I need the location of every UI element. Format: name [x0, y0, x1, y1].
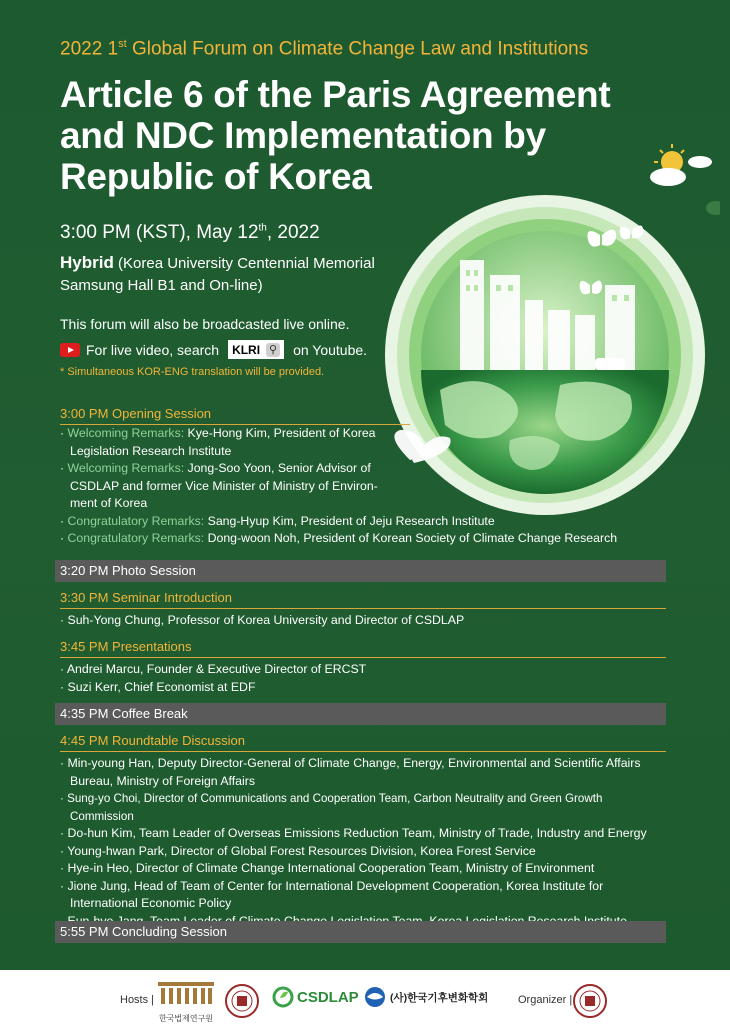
- presentations-section: [60, 639, 666, 696]
- concluding-session-bar: 5:55 PM Concluding Session: [55, 921, 666, 943]
- sun-cloud-icon: [640, 140, 720, 230]
- footer: [0, 970, 730, 1032]
- live-video-row: For live video, search KLRI ⚲ on Youtube.: [60, 340, 367, 359]
- klri-emblem-icon: [158, 982, 214, 1008]
- search-badge: KLRI ⚲: [228, 340, 284, 359]
- organizer-label: Organizer |: [518, 994, 573, 1006]
- list-item: · Andrei Marcu, Founder & Executive Director of ERCST: [60, 662, 367, 676]
- list-item: · Congratulatory Remarks: Sang-Hyup Kim, President of Jeju Research Institute: [60, 513, 495, 528]
- list-item: · Sung-yo Choi, Director of Communications and Cooperation Team, Carbon Neutrality and Green Growth Commission: [60, 792, 603, 823]
- coffee-break-bar: 4:35 PM Coffee Break: [55, 703, 666, 725]
- list-item: · Suh-Yong Chung, Professor of Korea University and Director of CSDLAP: [60, 613, 465, 627]
- korea-university-seal-icon: [225, 984, 259, 1018]
- list-item: · Young-hwan Park, Director of Global Forest Resources Division, Korea Forest Service: [60, 843, 536, 858]
- seminar-head: 3:30 PM Seminar Introduction: [60, 590, 666, 609]
- search-icon: ⚲: [266, 343, 280, 357]
- opening-session-head: 3:00 PM Opening Session: [60, 406, 410, 425]
- list-item: · Jione Jung, Head of Team of Center for International Development Cooperation, Korea Institute for International Economic Policy: [60, 878, 604, 910]
- presentations-head: 3:45 PM Presentations: [60, 639, 666, 658]
- leaf-icon: [272, 986, 294, 1008]
- organizer-seal-icon: [573, 984, 607, 1018]
- page-title: Article 6 of the Paris Agreement and NDC Implementation by Republic of Korea: [60, 74, 611, 197]
- list-item: · Suzi Kerr, Chief Economist at EDF: [60, 679, 256, 694]
- youtube-icon: [60, 343, 80, 357]
- list-item: · Hye-in Heo, Director of Climate Change International Cooperation Team, Ministry of Environment: [60, 861, 595, 875]
- roundtable-head: 4:45 PM Roundtable Discussion: [60, 733, 666, 752]
- list-item: · Min-young Han, Deputy Director-General of Climate Change, Energy, Environmental and Scientific Affairs Bureau, Ministry of Foreign Affairs: [60, 756, 641, 788]
- kscc-logo: (사)한국기후변화학회: [364, 986, 488, 1008]
- hosts-label: Hosts |: [120, 994, 155, 1006]
- seminar-section: [60, 590, 666, 630]
- forum-name: 2022 1st Global Forum on Climate Change Law and Institutions: [60, 38, 589, 60]
- list-item: · Welcoming Remarks: Jong-Soo Yoon, Senior Advisor of CSDLAP and former Vice Minister of Ministry of Environ-ment of Korea: [60, 461, 378, 510]
- klri-logo: 한국법제연구원: [158, 982, 214, 1022]
- roundtable-section: [60, 733, 666, 930]
- kscc-emblem-icon: [364, 986, 386, 1008]
- list-item: · Do-hun Kim, Team Leader of Overseas Emissions Reduction Team, Ministry of Trade, Industry and Energy: [60, 826, 647, 840]
- csdlap-logo: CSDLAP: [272, 986, 359, 1008]
- broadcast-note: This forum will also be broadcasted live online.: [60, 316, 350, 332]
- event-venue: Hybrid (Korea University Centennial Memorial Samsung Hall B1 and On-line): [60, 253, 375, 294]
- translation-note: * Simultaneous KOR-ENG translation will be provided.: [60, 366, 325, 378]
- event-datetime: 3:00 PM (KST), May 12th, 2022: [60, 222, 320, 243]
- photo-session-bar: 3:20 PM Photo Session: [55, 560, 666, 582]
- opening-session: [60, 406, 666, 548]
- list-item: · Congratulatory Remarks: Dong-woon Noh, President of Korean Society of Climate Change Research: [60, 531, 618, 545]
- list-item: · Welcoming Remarks: Kye-Hong Kim, President of Korea Legislation Research Institute: [60, 426, 376, 458]
